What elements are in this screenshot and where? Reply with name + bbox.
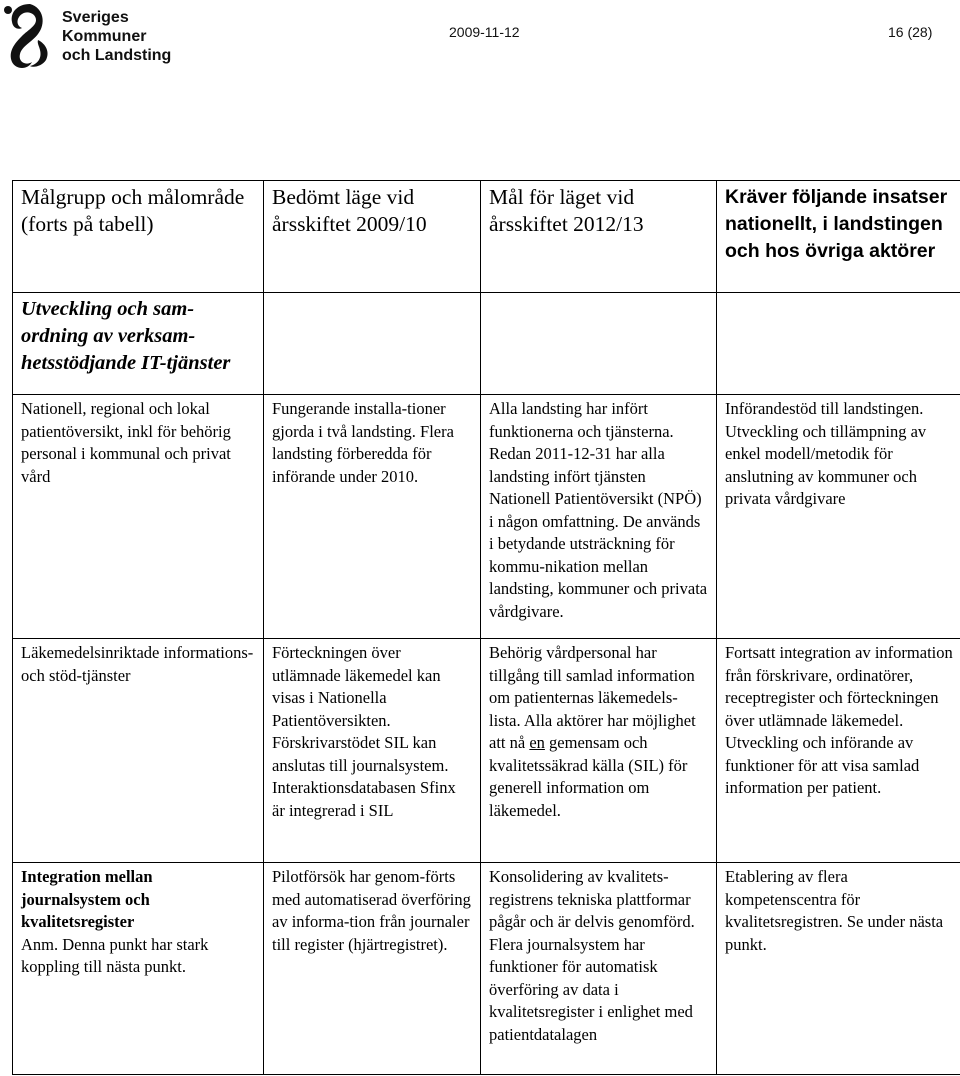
required-actions-text: Etablering av flera kompetenscentra för kvalitetsregistren. Se under nästa punkt. <box>725 867 944 954</box>
target-group-text: Nationell, regional och lokal patientöversikt, inkl för behörig personal i kommunal och privat vård <box>21 399 231 486</box>
required-actions-text: Fortsatt integration av information från förskrivare, ordinatörer, receptregister och förteckningen över utlämnade läkemedel. Utveckling och införande av funktioner för att visa samlad information per patient. <box>725 643 953 797</box>
table-cell <box>13 863 264 1075</box>
logo-line: Sveriges <box>62 9 129 26</box>
organization-logo <box>0 0 180 72</box>
goal-text-part: gemensam och kvalitetssäkrad källa (SIL) för generell information om läkemedel. <box>489 733 688 820</box>
table-row <box>13 863 960 1075</box>
table-cell <box>264 863 481 1075</box>
current-status-text: Förteckningen över utlämnade läkemedel kan visas i Nationella Patientöversikten. Förskrivarstödet SIL kan anslutas till journalsystem. Interaktionsdatabasen Sfinx är integrerad i SIL <box>272 643 456 820</box>
document-date: 2009-11-12 <box>449 24 520 40</box>
header-cell <box>481 181 717 293</box>
header-cell <box>717 181 960 293</box>
target-group-note: Anm. Denna punkt har stark koppling till nästa punkt. <box>21 934 209 976</box>
table-cell <box>481 395 717 639</box>
table-cell <box>717 863 960 1075</box>
table-cell <box>264 639 481 863</box>
logo-line: och Landsting <box>62 47 172 64</box>
goal-text: Alla landsting har infört funktionerna och tjänsterna. Redan 2011-12-31 har alla landsting infört tjänsten Nationell Patientöversikt (NPÖ) i någon omfattning. De används i betydande utsträckning för kommu-nikation mellan landsting, kommuner och privata vårdgivare. <box>489 399 708 621</box>
table-cell <box>481 639 717 863</box>
table-header-row <box>13 181 960 293</box>
header-current-status: Bedömt läge vid årsskiftet 2009/10 <box>272 185 427 236</box>
target-group-text: Integration mellan journalsystem och kvalitetsregister <box>21 867 153 931</box>
current-status-text: Fungerande installa-tioner gjorda i två landsting. Flera landsting förberedda för införande under 2010. <box>272 399 454 486</box>
required-actions-text: Införandestöd till landstingen. Utveckling och tillämpning av enkel modell/metodik för anslutning av kommuner och privata vårdgivare <box>725 399 927 508</box>
header-target-group: Målgrupp och målområde (forts på tabell) <box>21 185 245 236</box>
target-group-text: Läkemedelsinriktade informations- och stöd-tjänster <box>21 643 254 685</box>
goal-text-part: Behörig vårdpersonal har tillgång till samlad information om patienternas läkemedels-lista. Alla aktörer har möjlighet att nå <box>489 643 696 752</box>
status-table <box>12 180 960 1075</box>
empty-cell <box>264 293 481 395</box>
table-cell <box>13 395 264 639</box>
table-row <box>13 639 960 863</box>
table-cell <box>717 395 960 639</box>
table-cell <box>717 639 960 863</box>
table-cell <box>264 395 481 639</box>
header-required-actions: Kräver följande insatser nationellt, i landstingen och hos övriga aktörer <box>725 186 948 262</box>
logo-line: Kommuner <box>62 28 147 45</box>
table-cell <box>481 863 717 1075</box>
table-row <box>13 395 960 639</box>
skl-logo-icon <box>0 0 58 72</box>
page-number: 16 (28) <box>888 24 933 40</box>
goal-text <box>489 642 708 822</box>
empty-cell <box>717 293 960 395</box>
section-row <box>13 293 960 395</box>
header-cell <box>13 181 264 293</box>
section-title: Utveckling och sam-ordning av verksam-hetsstödjande IT-tjänster <box>21 298 231 374</box>
section-cell <box>13 293 264 395</box>
header-goal: Mål för läget vid årsskiftet 2012/13 <box>489 185 644 236</box>
table-cell <box>13 639 264 863</box>
current-status-text: Pilotförsök har genom-förts med automatiserad överföring av informa-tion från journaler till register (hjärtregistret). <box>272 867 471 954</box>
header-cell <box>264 181 481 293</box>
goal-text-underlined: en <box>529 733 545 752</box>
empty-cell <box>481 293 717 395</box>
goal-text: Konsolidering av kvalitets-registrens tekniska plattformar pågår och är delvis genomförd. Flera journalsystem har funktioner för automatisk överföring av data i kvalitetsregister i enlighet med patientdatalagen <box>489 867 695 1044</box>
